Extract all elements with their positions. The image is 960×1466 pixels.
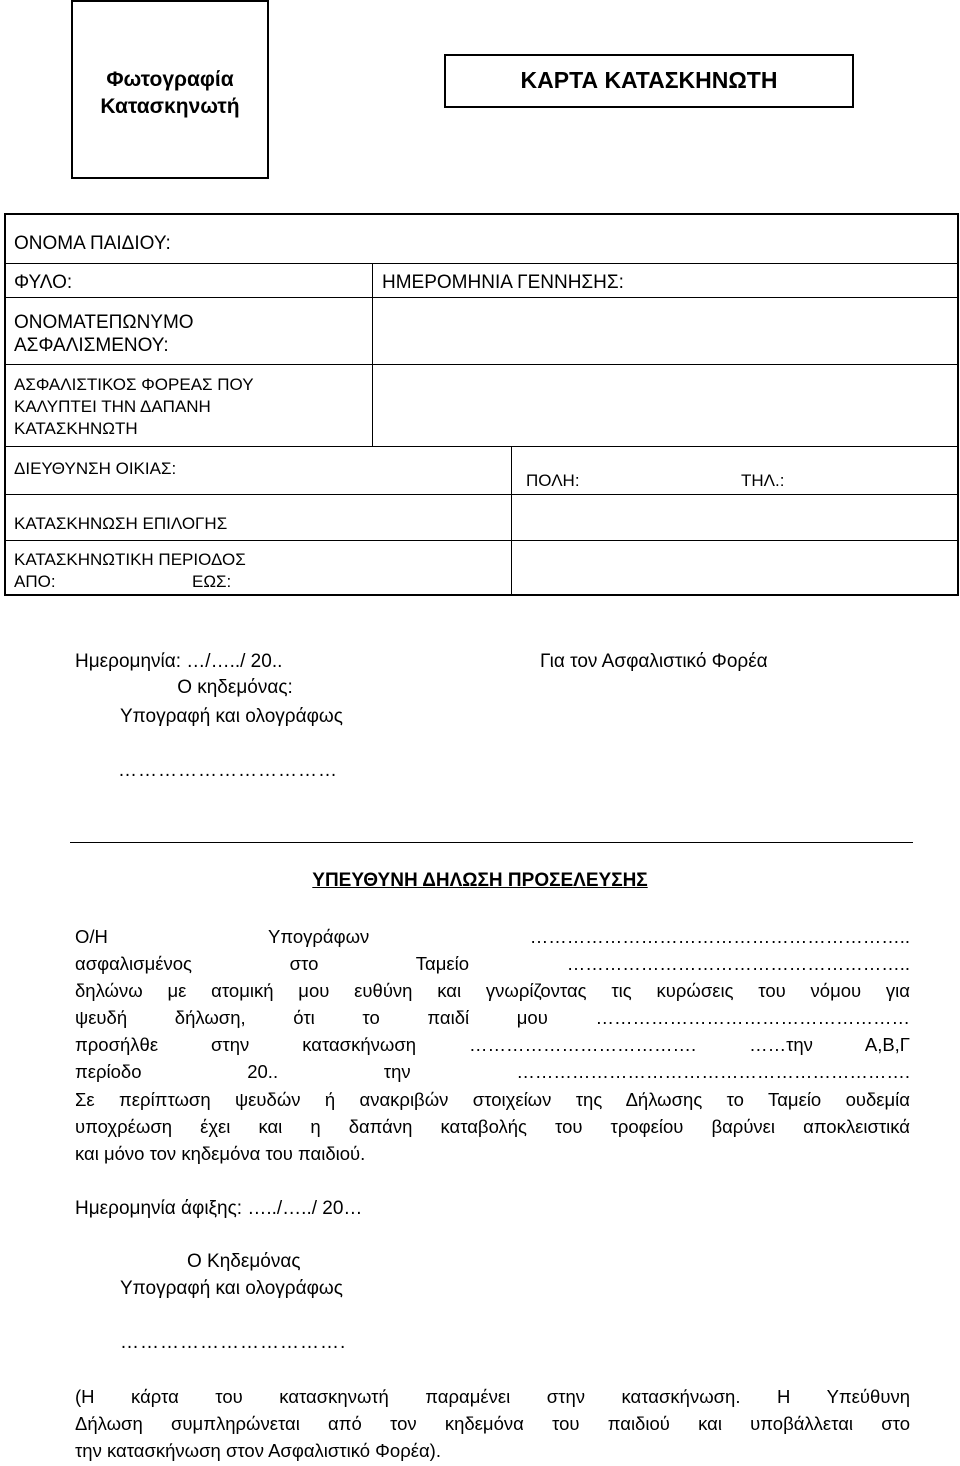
declaration-line: Ο/Η Υπογράφων …………………………………………………….. — [75, 926, 910, 947]
section-separator — [70, 842, 913, 843]
declaration-line: περίοδο 20.. την ………………………………………………………. — [75, 1061, 910, 1082]
phone-label: ΤΗΛ.: — [741, 471, 785, 490]
photo-placeholder-box — [71, 0, 269, 179]
row-divider — [6, 263, 957, 264]
column-divider — [372, 263, 373, 297]
gender-label: ΦΥΛΟ: — [14, 272, 73, 293]
insurer-label — [14, 374, 254, 440]
signature-dots: …………………………… — [118, 760, 338, 781]
child-name-label: ΟΝΟΜΑ ΠΑΙΔΙΟΥ: — [14, 233, 171, 254]
insurer-line2: ΚΑΛΥΠΤΕΙ ΤΗΝ ΔΑΠΑΝΗ — [14, 397, 211, 416]
period-from-label: ΑΠΟ: — [14, 572, 56, 591]
camp-period-label: ΚΑΤΑΣΚΗΝΩΤΙΚΗ ΠΕΡΙΟΔΟΣ — [14, 550, 246, 569]
declaration-line: Σε περίπτωση ψευδών ή ανακριβών στοιχείων της Δήλωσης το Ταμείο ουδεμία — [75, 1089, 910, 1110]
column-divider — [511, 446, 512, 494]
address-label: ΔΙΕΥΘΥΝΣΗ ΟΙΚΙΑΣ: — [14, 459, 177, 478]
photo-label-line1: Φωτογραφία — [106, 68, 234, 91]
note-line: την κατασκήνωση στον Ασφαλιστικό Φορέα). — [75, 1440, 441, 1461]
arrival-date: Ημερομηνία άφιξης: …../…../ 20… — [75, 1198, 363, 1219]
arrival-signature-label: Υπογραφή και ολογράφως — [120, 1278, 343, 1299]
declaration-heading: ΥΠΕΥΘΥΝΗ ΔΗΛΩΣΗ ΠΡΟΣΕΛΕΥΣΗΣ — [312, 870, 648, 891]
photo-label-line2: Κατασκηνωτή — [100, 95, 240, 118]
declaration-line: και μόνο τον κηδεμόνα του παιδιού. — [75, 1143, 366, 1164]
photo-label — [73, 66, 267, 120]
birth-date-label: ΗΜΕΡΟΜΗΝΙΑ ΓΕΝΝΗΣΗΣ: — [382, 272, 624, 293]
declaration-line: ψευδή δήλωση, ότι το παιδί μου …………………………………………… — [75, 1007, 910, 1028]
signature-label: Υπογραφή και ολογράφως — [120, 706, 343, 727]
column-divider — [372, 297, 373, 364]
column-divider — [372, 364, 373, 446]
row-divider — [6, 297, 957, 298]
row-divider — [6, 494, 957, 495]
note-line: Δήλωση συμπληρώνεται από τον κηδεμόνα του παιδιού και υποβάλλεται στο — [75, 1413, 910, 1434]
form-table — [4, 213, 959, 596]
signature-date: Ημερομηνία: …/…../ 20.. — [75, 651, 283, 672]
row-divider — [6, 540, 957, 541]
declaration-line: ασφαλισμένος στο Ταμείο ……………………………………………….. — [75, 953, 910, 974]
arrival-guardian-label: Ο Κηδεμόνας — [187, 1251, 301, 1272]
insurer-line3: ΚΑΤΑΣΚΗΝΩΤΗ — [14, 419, 138, 438]
guardian-label: Ο κηδεμόνας: — [177, 677, 293, 698]
declaration-line: προσήλθε στην κατασκήνωση ………………………………. ……την Α,Β,Γ — [75, 1034, 910, 1055]
camp-choice-label: ΚΑΤΑΣΚΗΝΩΣΗ ΕΠΙΛΟΓΗΣ — [14, 514, 228, 533]
insurer-line1: ΑΣΦΑΛΙΣΤΙΚΟΣ ΦΟΡΕΑΣ ΠΟΥ — [14, 375, 254, 394]
row-divider — [6, 364, 957, 365]
insurer-sign-label: Για τον Ασφαλιστικό Φορέα — [540, 651, 768, 672]
row-divider — [6, 446, 957, 447]
note-line: (Η κάρτα του κατασκηνωτή παραμένει στην κατασκήνωση. Η Υπεύθυνη — [75, 1386, 910, 1407]
city-label: ΠΟΛΗ: — [526, 471, 580, 490]
page-title: ΚΑΡΤΑ ΚΑΤΑΣΚΗΝΩΤΗ — [520, 67, 778, 93]
arrival-signature-dots: ……………………………. — [120, 1332, 347, 1353]
insured-name-line1: ΟΝΟΜΑΤΕΠΩΝΥΜΟ — [14, 312, 194, 333]
insured-name-line2: ΑΣΦΑΛΙΣΜΕΝΟΥ: — [14, 335, 169, 356]
insured-name-label — [14, 311, 194, 357]
column-divider — [511, 494, 512, 596]
declaration-line: υποχρέωση έχει και η δαπάνη καταβολής του τροφείου βαρύνει αποκλειστικά — [75, 1116, 910, 1137]
declaration-line: δηλώνω με ατομική μου ευθύνη και γνωρίζοντας τις κυρώσεις του νόμου για — [75, 980, 910, 1001]
title-box — [444, 54, 854, 108]
period-to-label: ΕΩΣ: — [192, 572, 232, 591]
